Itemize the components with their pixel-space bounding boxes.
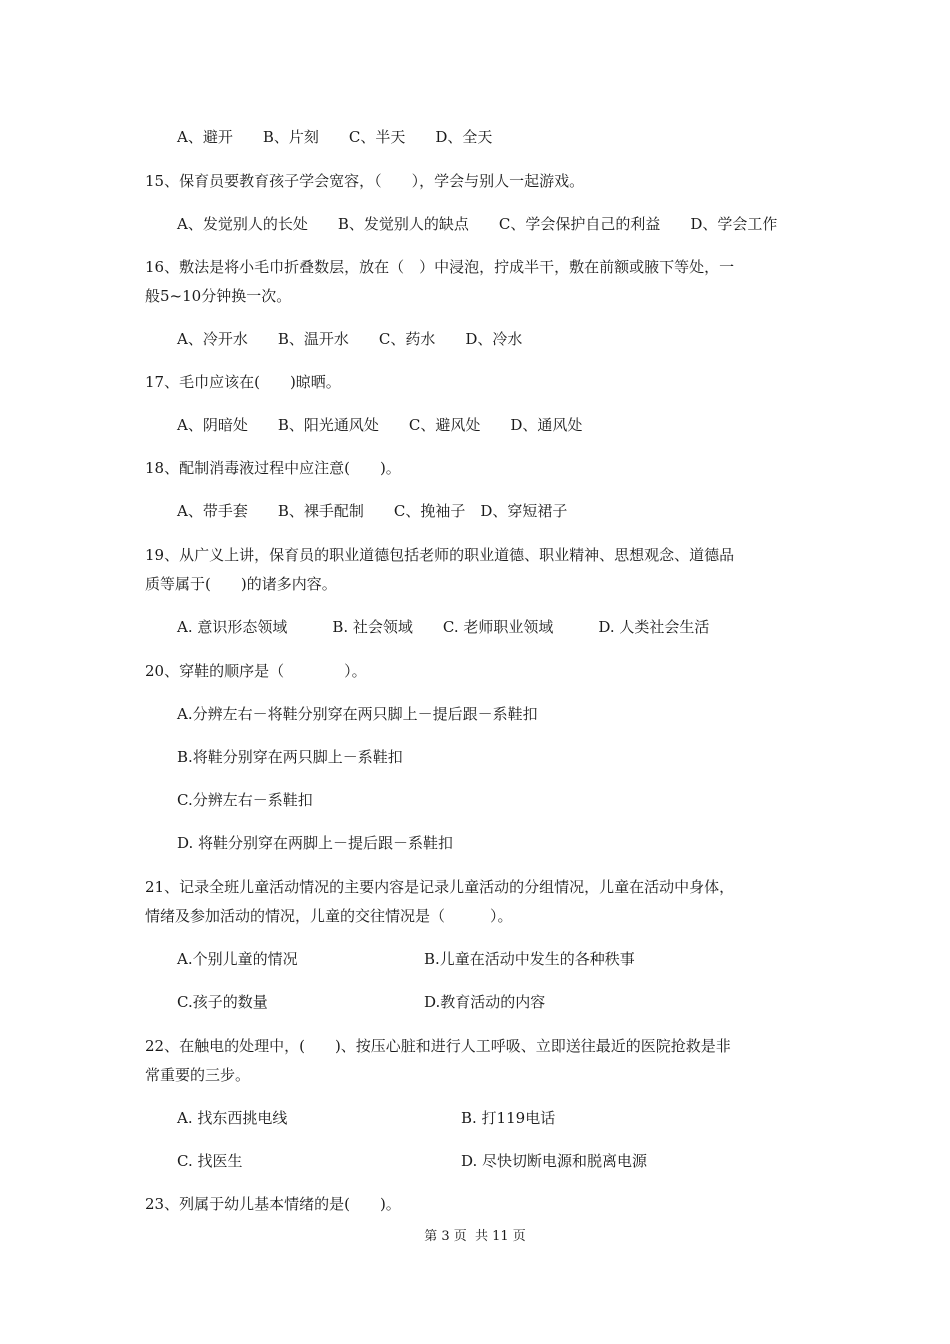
q17-options: A、阴暗处 B、阳光通风处 C、避风处 D、通风处 [177,416,583,434]
q16-options: A、冷开水 B、温开水 C、药水 D、冷水 [177,330,523,348]
q21-question-line2: 情绪及参加活动的情况，儿童的交往情况是（ ）。 [145,907,513,925]
q19-question-line2: 质等属于( )的诸多内容。 [145,575,337,593]
q16-question-line2: 般5~10分钟换一次。 [145,287,292,305]
q17-question: 17、毛巾应该在( )晾晒。 [145,373,341,391]
q22-option-a: A. 找东西挑电线 [177,1109,288,1127]
q19-question-line1: 19、从广义上讲，保育员的职业道德包括老师的职业道德、职业精神、思想观念、道德品 [145,546,735,564]
q23-question: 23、列属于幼儿基本情绪的是( )。 [145,1195,401,1213]
q21-option-c: C.孩子的数量 [177,993,268,1011]
q22-option-b: B. 打119电话 [461,1109,556,1127]
q18-question: 18、配制消毒液过程中应注意( )。 [145,459,401,477]
q22-question-line1: 22、在触电的处理中，( )、按压心脏和进行人工呼吸、立即送往最近的医院抢救是非 [145,1037,731,1055]
q21-option-b: B.儿童在活动中发生的各种秩事 [424,950,635,968]
q19-options: A. 意识形态领域 B. 社会领域 C. 老师职业领域 D. 人类社会生活 [177,618,710,636]
q15-options: A、发觉别人的长处 B、发觉别人的缺点 C、学会保护自己的利益 D、学会工作 [177,215,778,233]
q16-question-line1: 16、敷法是将小毛巾折叠数层，放在（ ）中浸泡，拧成半干，敷在前额或腋下等处，一 [145,258,735,276]
q14-options: A、避开 B、片刻 C、半天 D、全天 [177,128,493,146]
q15-question: 15、保育员要教育孩子学会宽容，（ ），学会与别人一起游戏。 [145,172,585,190]
q21-option-d: D.教育活动的内容 [424,993,546,1011]
q20-option-c: C.分辨左右－系鞋扣 [177,791,313,809]
q20-option-a: A.分辨左右－将鞋分别穿在两只脚上－提后跟－系鞋扣 [177,705,538,723]
page-number: 第 3 页 共 11 页 [424,1229,526,1244]
q22-question-line2: 常重要的三步。 [145,1066,251,1084]
q22-option-d: D. 尽快切断电源和脱离电源 [461,1152,648,1170]
q18-options: A、带手套 B、裸手配制 C、挽袖子 D、穿短裙子 [177,502,568,520]
q20-option-d: D. 将鞋分别穿在两脚上－提后跟－系鞋扣 [177,834,454,852]
q20-question: 20、穿鞋的顺序是（ ）。 [145,662,367,680]
q22-option-c: C. 找医生 [177,1152,243,1170]
q21-question-line1: 21、记录全班儿童活动情况的主要内容是记录儿童活动的分组情况，儿童在活动中身体， [145,878,735,896]
q20-option-b: B.将鞋分别穿在两只脚上－系鞋扣 [177,748,403,766]
q21-option-a: A.个别儿童的情况 [177,950,298,968]
